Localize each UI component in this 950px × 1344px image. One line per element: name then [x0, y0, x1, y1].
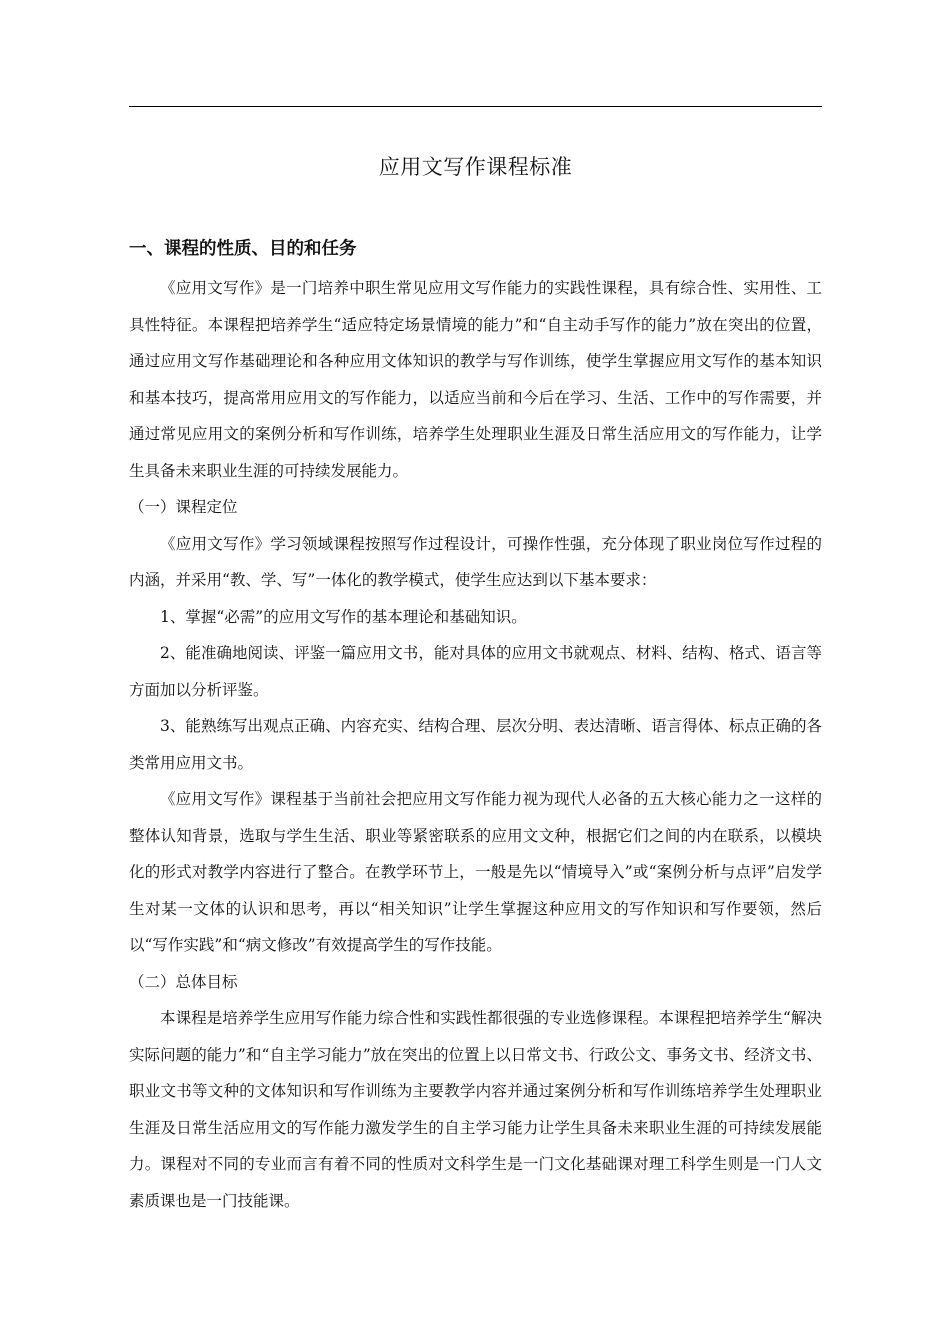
section-heading: 一、课程的性质、目的和任务 [129, 239, 357, 259]
requirement-1: 1、掌握“必需”的应用文写作的基本理论和基础知识。 [160, 607, 527, 626]
intro-paragraph: 《应用文写作》是一门培养中职生常见应用文写作能力的实践性课程，具有综合性、实用性、工具性特征。本课程把培养学生“适应特定场景情境的能力”和“自主动手写作的能力”放在突出的位置，通过应用文写作基础理论和各种应用文体知识的教学与写作训练，使学生掌握应用文写作的基本知识和基本技巧，提高常用应用文的写作能力，以适应当前和今后在学习、生活、工作中的写作需要，并通过常见应用文的案例分析和写作训练，培养学生处理职业生涯及日常生活应用文的写作能力，让学生具备未来职业生涯的可持续发展能力。 [129, 279, 822, 480]
requirement-2: 2、能准确地阅读、评鉴一篇应用文书，能对具体的应用文书就观点、材料、结构、格式、语言等方面加以分析评鉴。 [129, 644, 822, 699]
document-body [129, 232, 822, 1219]
document-title: 应用文写作课程标准 [378, 155, 573, 179]
subsection-heading-goals: （二）总体目标 [129, 972, 238, 991]
curriculum-paragraph: 《应用文写作》课程基于当前社会把应用文写作能力视为现代人必备的五大核心能力之一这样的整体认知背景，选取与学生生活、职业等紧密联系的应用文文种，根据它们之间的内在联系，以模块化的形式对教学内容进行了整合。在教学环节上，一般是先以“情境导入”或“案例分析与点评”启发学生对某一文体的认识和思考，再以“相关知识”让学生掌握这种应用文的写作知识和写作要领，然后以“写作实践”和“病文修改”有效提高学生的写作技能。 [129, 790, 822, 954]
requirement-3: 3、能熟练写出观点正确、内容充实、结构合理、层次分明、表达清晰、语言得体、标点正确的各类常用应用文书。 [129, 717, 822, 772]
subsection-heading-positioning: （一）课程定位 [129, 498, 238, 516]
goals-paragraph: 本课程是培养学生应用写作能力综合性和实践性都很强的专业选修课程。本课程把培养学生“解决实际问题的能力”和“自主学习能力”放在突出的位置上以日常文书、行政公文、事务文书、经济文书、职业文书等文种的文体知识和写作训练为主要教学内容并通过案例分析和写作训练培养学生处理职业生涯及日常生活应用文的写作能力激发学生的自主学习能力让学生具备未来职业生涯的可持续发展能力。课程对不同的专业而言有着不同的性质对文科学生是一门文化基础课对理工科学生则是一门人文素质课也是一门技能课。 [129, 1009, 822, 1210]
positioning-paragraph: 《应用文写作》学习领域课程按照写作过程设计，可操作性强，充分体现了职业岗位写作过程的内涵，并采用“教、学、写”一体化的教学模式，使学生应达到以下基本要求： [129, 534, 822, 589]
header-rule [129, 106, 822, 107]
